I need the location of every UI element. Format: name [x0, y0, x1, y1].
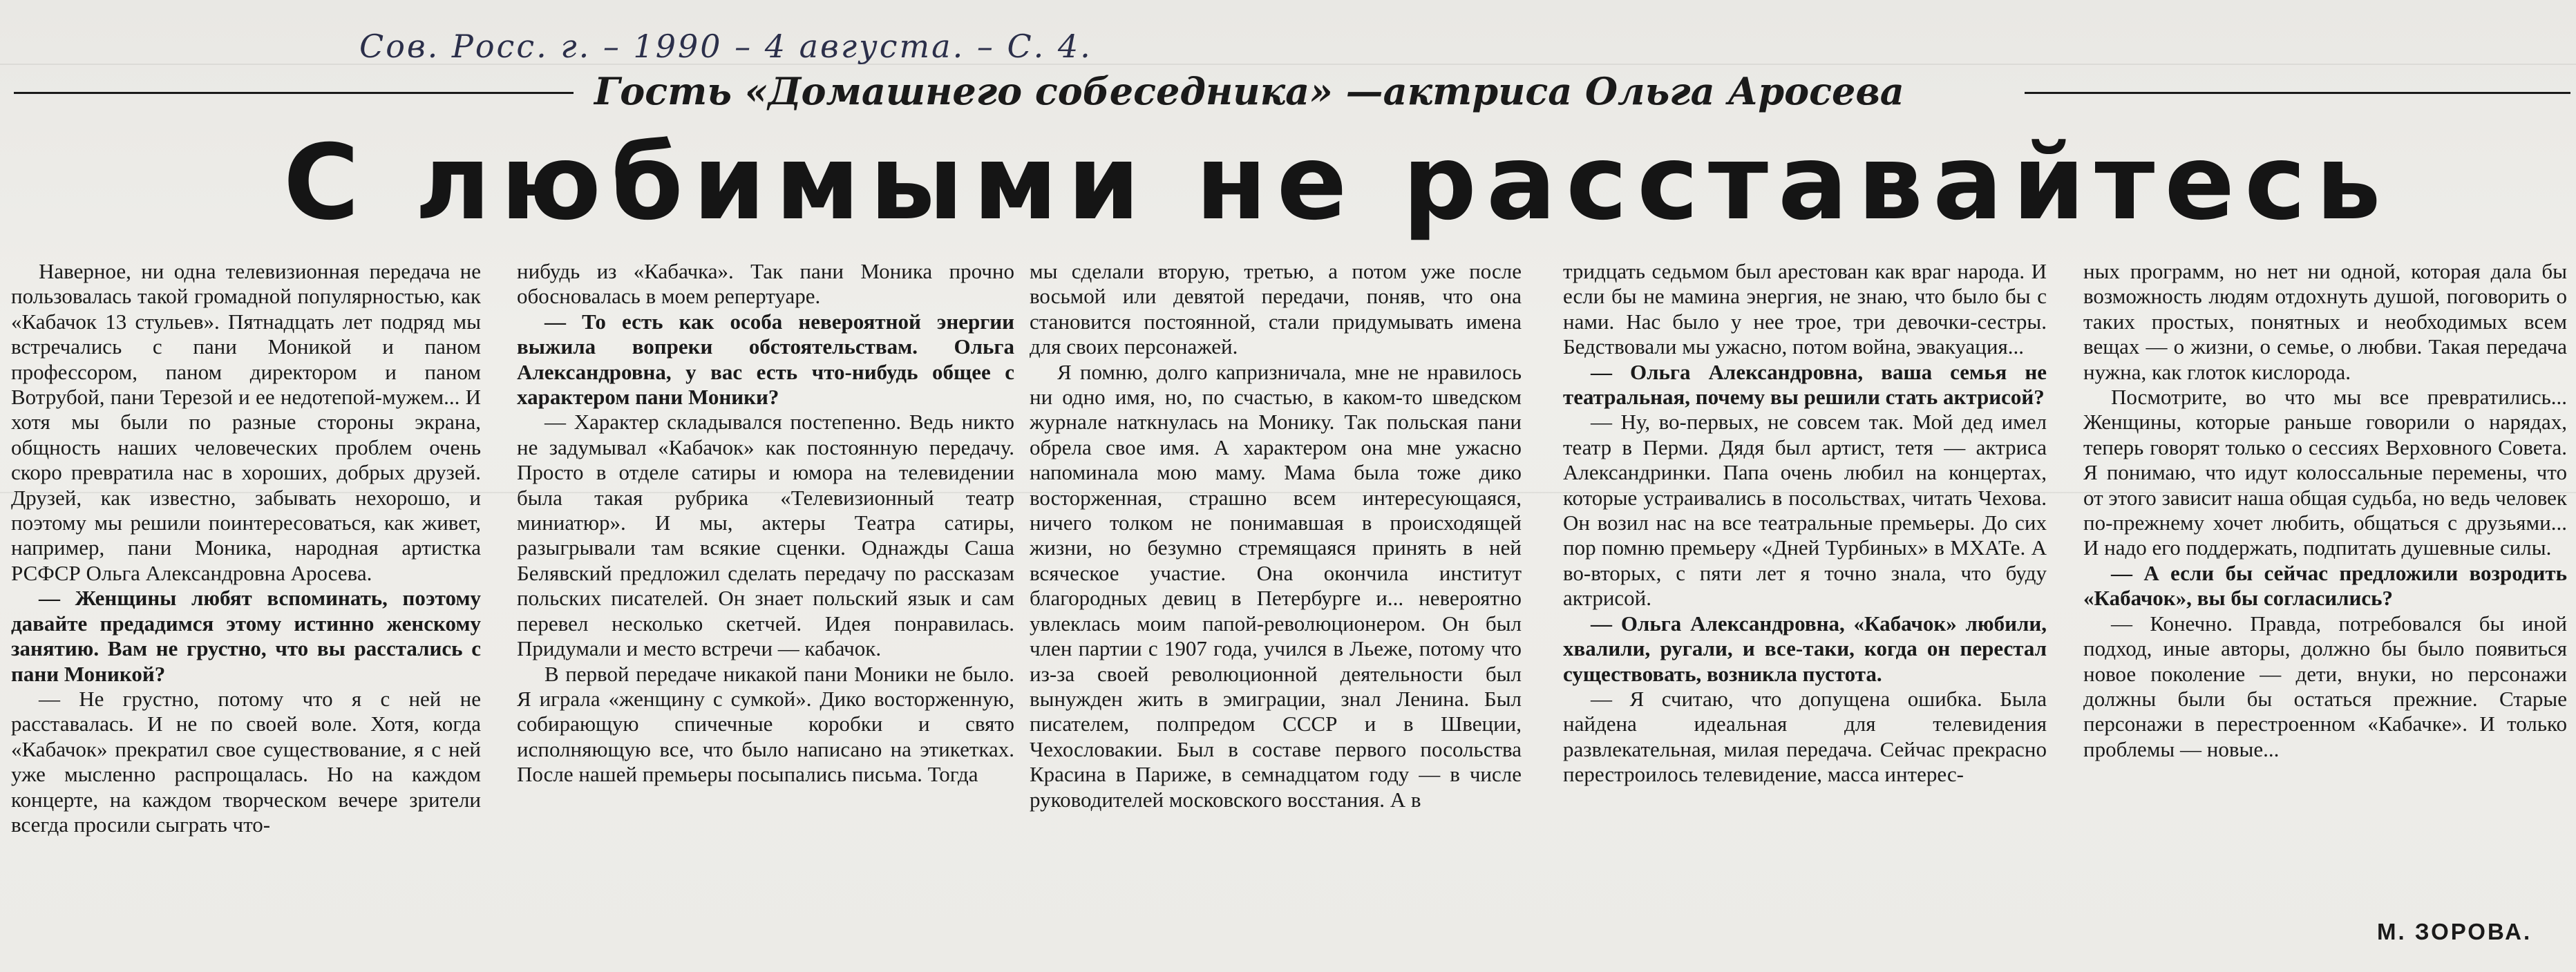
handwritten-source-note: Сов. Росс. г. – 1990 – 4 августа. – С. 4.	[359, 28, 1092, 65]
paragraph: нибудь из «Кабачка». Так пани Моника прочно обосновалась в моем репертуаре.	[517, 259, 1014, 309]
paragraph: Я помню, долго капризничала, мне не нравилось ни одно имя, но, по счастью, в каком-то шведском журнале наткнулась на Монику. Так польская пани обрела свое имя. А характером она мне ужасно напоминала мою маму. Мама была тоже дико восторженная, страшно всем интересующаяся, ничего толком не понимавшая в происходящей жизни, но безумно стремящаяся принять в ней всяческое участие. Она окончила институт благородных девиц в Петербурге и... невероятно увлеклась моим папой-революционером. Он был член партии с 1907 года, учился в Льеже, потому что из-за своей революционной деятельности был вынужден жить в эмиграции, знал Ленина. Был писателем, полпредом СССР и в Швеции, Чехословакии. Был в составе первого посольства Красина в Париже, в семнадцатом году — в числе руководителей московского восстания. А в	[1030, 359, 1522, 812]
paragraph: — Я считаю, что допущена ошибка. Была найдена идеальная для телевидения развлекательная, милая передача. Сейчас прекрасно перестроилось телевидение, масса интерес-	[1563, 686, 2047, 787]
interview-question: — То есть как особа невероятной энергии выжила вопреки обстоятельствам. Ольга Александровна, у вас есть что-нибудь общее с характером пани Моники?	[517, 309, 1014, 410]
paragraph: мы сделали вторую, третью, а потом уже после восьмой или девятой передачи, поняв, что она становится постоянной, стали придумывать имена для своих персонажей.	[1030, 259, 1522, 359]
article-column-3	[1030, 259, 1522, 971]
interview-question: — Ольга Александровна, ваша семья не театральная, почему вы решили стать актрисой?	[1563, 359, 2047, 410]
interview-question: — А если бы сейчас предложили возродить «Кабачок», вы бы согласились?	[2083, 560, 2567, 611]
paragraph: — Характер складывался постепенно. Ведь никто не задумывал «Кабачок» как постоянную передачу. Просто в отделе сатиры и юмора на телевидении была такая рубрика «Телевизионный театр миниатюр». И мы, актеры Театра сатиры, разыгрывали там всякие сценки. Однажды Саша Белявский предложил сделать передачу по рассказам польских писателей. Он знает польский язык и сам перевел несколько скетчей. Идея понравилась. Придумали и место встречи — кабачок.	[517, 410, 1014, 661]
paragraph: Посмотрите, во что мы все превратились... Женщины, которые раньше говорили о нарядах, теперь говорят только о сессиях Верховного Совета. Я понимаю, что идут колоссальные перемены, что от этого зависит наша общая судьба, но ведь человек по-прежнему хочет любить, общаться с друзьями... И надо его поддержать, подпитать душевные силы.	[2083, 385, 2567, 560]
article-column-2	[517, 259, 1014, 971]
author-signature: М. ЗОРОВА.	[2377, 919, 2532, 944]
interview-question: — Женщины любят вспоминать, поэтому давайте предадимся этому истинно женскому занятию. Вам не грустно, что вы расстались с пани Моникой?	[11, 586, 481, 686]
rubric-rule-right	[2025, 92, 2570, 94]
paragraph: ных программ, но нет ни одной, которая дала бы возможность людям отдохнуть душой, поговорить о таких простых, понятных и необходимых всем вещах — о жизни, о семье, о любви. Такая передача нужна, как глоток кислорода.	[2083, 259, 2567, 384]
article-column-5	[2083, 259, 2567, 936]
interview-question: — Ольга Александровна, «Кабачок» любили, хвалили, ругали, и все-таки, когда он перестал существовать, возникла пустота.	[1563, 611, 2047, 686]
paragraph: — Конечно. Правда, потребовался бы иной подход, иные авторы, должно бы было появиться новое поколение — дети, внуки, но персонажи должны были бы остаться прежние. Старые персонажи в перестроенном «Кабачке». И только проблемы — новые...	[2083, 611, 2567, 761]
paragraph: — Не грустно, потому что я с ней не расставалась. И не по своей воле. Хотя, когда «Кабачок» прекратил свое существование, я с ней уже мысленно распрощалась. Но на каждом концерте, на каждом творческом вечере зрители всегда просили сыграть что-	[11, 686, 481, 837]
rubric-text: Гость «Домашнего собеседника» —актриса Ольга Аросева	[594, 69, 1904, 113]
article-column-4	[1563, 259, 2047, 971]
rubric	[0, 69, 2576, 117]
paragraph: В первой передаче никакой пани Моники не было. Я играла «женщину с сумкой». Дико восторженную, собирающую спичечные коробки и свято исполняющую все, что было написано на этикетках. После нашей премьеры посыпались письма. Тогда	[517, 661, 1014, 787]
paragraph: тридцать седьмом был арестован как враг народа. И если бы не мамина энергия, не знаю, что было бы с нами. Нас было у нее трое, три девочки-сестры. Бедствовали мы ужасно, потом война, эвакуация...	[1563, 259, 2047, 359]
headline: С любимыми не расставайтесь	[283, 123, 2391, 243]
article-column-1	[11, 259, 481, 971]
paragraph: — Ну, во-первых, не совсем так. Мой дед имел театр в Перми. Дядя был артист, тетя — актриса Александринки. Папа очень любил на концертах, которые устраивались в посольствах, читать Чехова. Он возил нас на все театральные премьеры. До сих пор помню премьеру «Дней Турбиных» в МХАТе. А во-вторых, с пяти лет я точно знала, что буду актрисой.	[1563, 410, 2047, 611]
rubric-rule-left	[14, 92, 574, 94]
paragraph: Наверное, ни одна телевизионная передача не пользовалась такой громадной популярностью, как «Кабачок 13 стульев». Пятнадцать лет подряд мы встречались с пани Моникой и паном профессором, паном директором и паном Вотрубой, пани Терезой и ее недотепой-мужем... И хотя мы были по разные стороны экрана, общность наших человеческих проблем очень скоро превратила нас в хороших, добрых друзей. Друзей, как известно, забывать нехорошо, и поэтому мы решили поинтересоваться, как живет, например, пани Моника, народная артистка РСФСР Ольга Александровна Аросева.	[11, 259, 481, 585]
